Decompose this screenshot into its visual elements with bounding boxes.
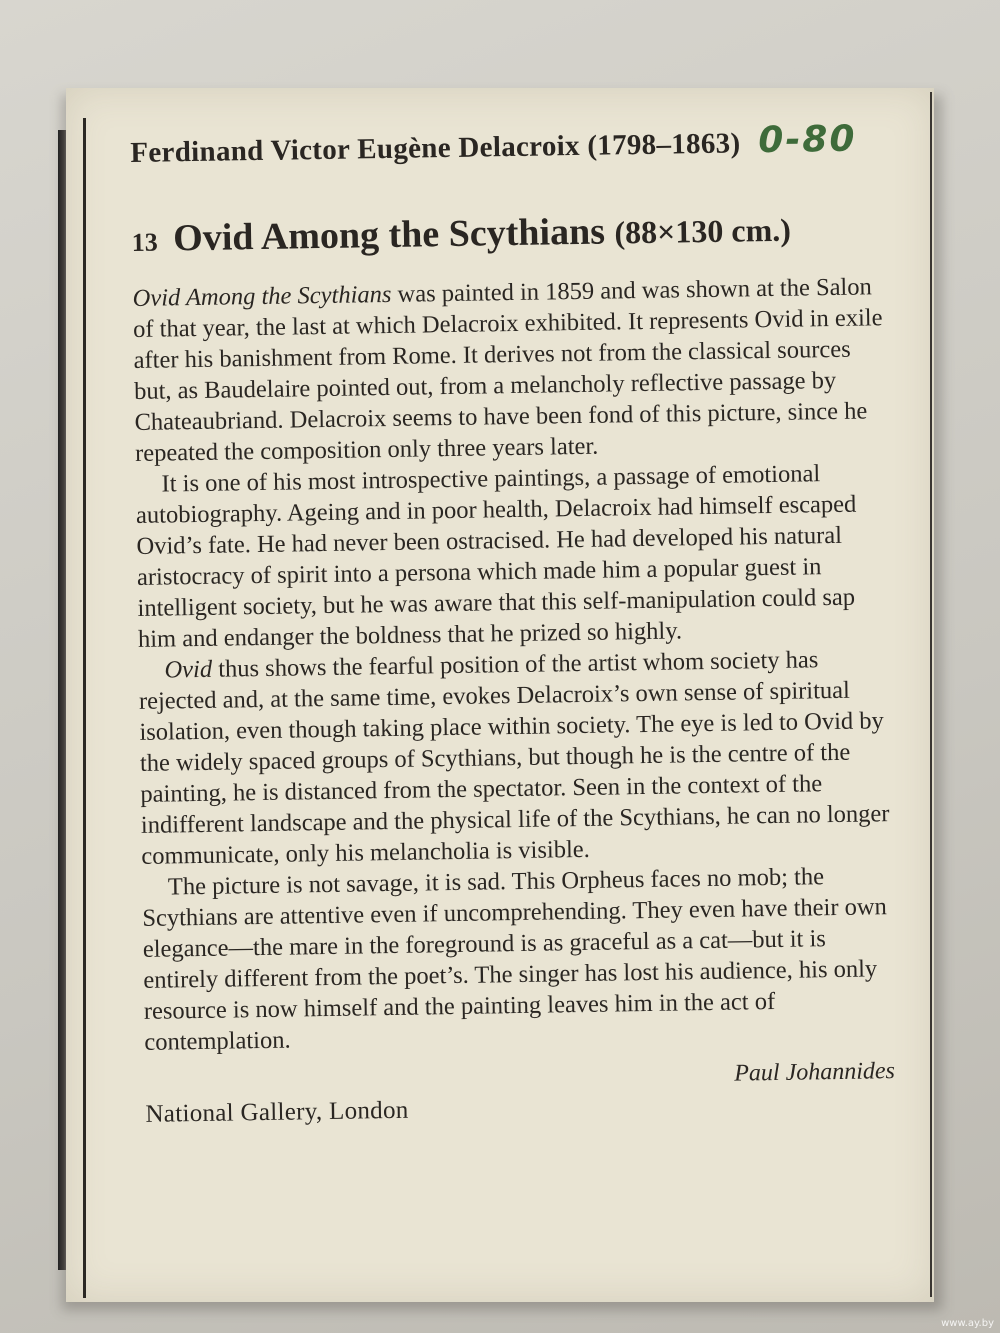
paragraph-1 bbox=[132, 271, 895, 469]
left-margin-rule bbox=[83, 118, 86, 1298]
essay-body bbox=[132, 271, 904, 1058]
collection-location: National Gallery, London bbox=[145, 1096, 409, 1128]
paragraph-2 bbox=[135, 457, 898, 655]
artist-name: Ferdinand Victor Eugène Delacroix (1798–1863) bbox=[130, 127, 741, 169]
catalogue-number: 13 bbox=[131, 227, 158, 257]
right-margin-rule bbox=[930, 92, 932, 1297]
author-signature: Paul Johannides bbox=[734, 1058, 896, 1087]
paragraph-3-italic-lead: Ovid bbox=[164, 655, 213, 684]
paragraph-1-text: was painted in 1859 and was shown at the Salon of that year, the last at which Delacroix exhibited. It represents Ovid in exile after his banishment from Rome. It derives not from the classical sources but, as Baudelaire pointed out, from a melancholy reflective passage by Chateaubriand. Delacroix seems to have been fond of this picture, since he repeated the composition only three years later. bbox=[132, 273, 883, 467]
title-text: Ovid Among the Scythians bbox=[172, 210, 606, 260]
paragraph-4-text: The picture is not savage, it is sad. This Orpheus faces no mob; the Scythians are attentive even if uncomprehending. They even have their own elegance—the mare in the foreground is as graceful as a cat—but it is entirely different from the poet’s. The singer has lost his audience, his only resource is now himself and the painting leaves him in the act of contemplation. bbox=[142, 863, 888, 1056]
paragraph-4 bbox=[142, 860, 905, 1058]
handwritten-note: 0-80 bbox=[758, 118, 857, 162]
paragraph-2-text: It is one of his most introspective paintings, a passage of emotional autobiography. Ageing and in poor health, Delacroix had himself escaped Ovid’s fate. He had never been ostracised. He had developed his natural aristocracy of spirit into a persona which made him a popular guest in intelligent society, but he was aware that this self-manipulation could sap him and endanger the boldness that he prized so highly. bbox=[135, 460, 857, 653]
site-watermark: www.ay.by bbox=[941, 1318, 994, 1329]
painting-dimensions: (88×130 cm.) bbox=[614, 211, 792, 251]
painting-title bbox=[131, 205, 892, 261]
card-content bbox=[130, 118, 906, 1129]
paragraph-3 bbox=[138, 643, 901, 872]
paragraph-3-text: thus shows the fearful position of the artist whom society has rejected and, at the same time, evokes Delacroix’s own sense of spiritual isolation, even though taking place within society. The eye is led to Ovid by the widely spaced groups of Scythians, but though he is the centre of the painting, he is distanced from the spectator. Seen in the context of the indifferent landscape and the physical life of the Scythians, he can no longer communicate, only his melancholia is visible. bbox=[138, 646, 890, 870]
paragraph-1-italic-lead: Ovid Among the Scythians bbox=[132, 280, 392, 312]
